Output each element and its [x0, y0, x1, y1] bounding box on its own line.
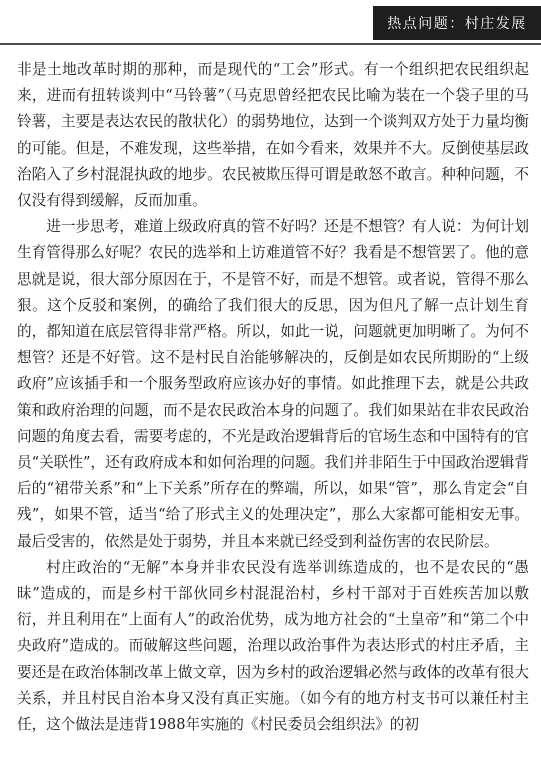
section-title: 热点问题：村庄发展: [387, 16, 527, 32]
running-header: [0, 0, 541, 45]
section-tab: [373, 6, 541, 40]
paragraph: 进一步思考，难道上级政府真的管不好吗？还是不想管？有人说：为何计划生育管得那么好呢？农民的选举和上访难道管不好？我看是不想管罢了。他的意思就是说，很大部分原因在于，不是管不好，而是不想管。或者说，管得不那么狠。这个反驳和案例，的确给了我们很大的反思，因为但凡了解一点计划生育的，都知道在底层管得非常严格。所以，如此一说，问题就更加明晰了。为何不想管？还是不好管。这不是村民自治能够解决的，反倒是如农民所期盼的“上级政府”应该插手和一个服务型政府应该办好的事情。如此推理下去，就是公共政策和政府治理的问题，而不是农民政治本身的问题了。我们如果站在非农民政治问题的角度去看，需要考虑的，不光是政治逻辑背后的官场生态和中国特有的官员“关联性”，还有政府成本和如何治理的问题。我们并非陌生于中国政治逻辑背后的“裙带关系”和“上下关系”所存在的弊端，所以，如果“管”，那么肯定会“自残”，如果不管，适当“给了形式主义的处理决定”，那么大家都可能相安无事。最后受害的，依然是处于弱势，并且本来就已经受到利益伤害的农民阶层。: [17, 218, 529, 550]
body-text: [17, 57, 529, 738]
paragraph-continued: 非是土地改革时期的那种，而是现代的“工会”形式。有一个组织把农民组织起来，进而有扭转谈判中“马铃薯”（马克思曾经把农民比喻为装在一个袋子里的马铃薯，主要是表达农民的散状化）的弱势地位，达到一个谈判双方处于力量均衡的可能。但是，不难发现，这些举措，在如今看来，效果并不大。反倒使基层政治陷入了乡村混混执政的地步。农民被欺压得可谓是敢怒不敢言。种种问题，不仅没有得到缓解，反而加重。: [17, 61, 529, 210]
paragraph: 村庄政治的“无解”本身并非农民没有选举训练造成的，也不是农民的“愚昧”造成的，而是乡村干部伙同乡村混混治村，乡村干部对于百姓疾苦加以敷衍，并且利用在“上面有人”的政治优势，成为地方社会的“土皇帝”和“第二个中央政府”造成的。而破解这些问题，治理以政治事件为表达形式的村庄矛盾，主要还是在政治体制改革上做文章，因为乡村的政治逻辑必然与政体的改革有很大关系，并且村民自治本身又没有真正实施。（如今有的地方村支书可以兼任村主任，这个做法是违背1988年实施的《村民委员会组织法》的初: [17, 558, 529, 734]
header-rule: [0, 43, 541, 45]
